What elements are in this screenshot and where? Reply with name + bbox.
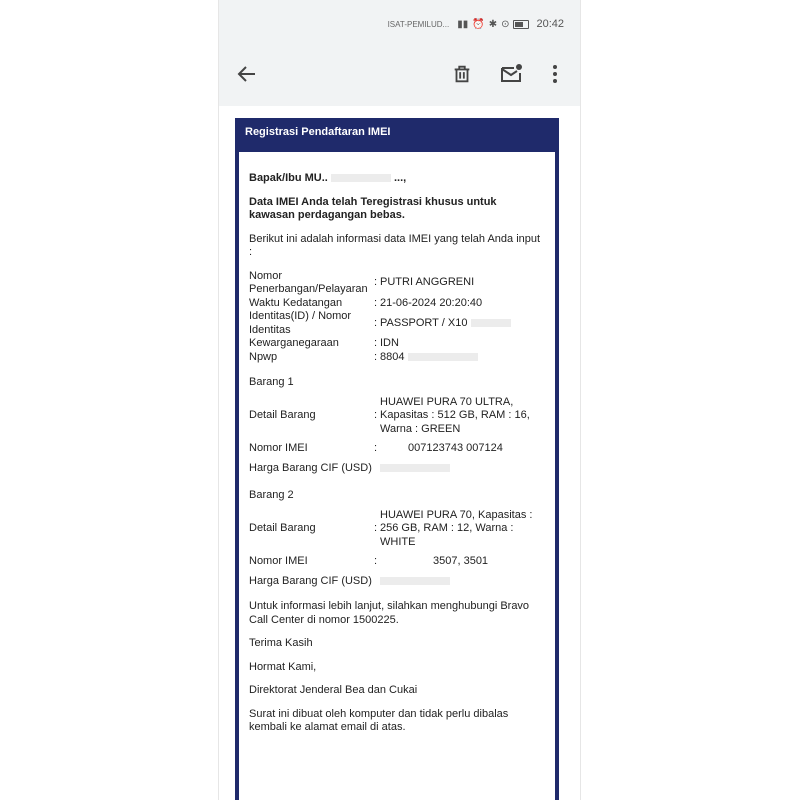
redacted-block — [471, 319, 511, 327]
signature-text: Direktorat Jenderal Bea dan Cukai — [249, 684, 418, 696]
item-detail-label: Detail Barang — [249, 522, 316, 534]
top-bar — [219, 0, 581, 106]
item-detail-row: Detail Barang : HUAWEI PURA 70 ULTRA, Kapasitas : 512 GB, RAM : 16, Warna : GREEN — [249, 396, 545, 437]
item-imei-value: 007123743 007124 — [408, 442, 503, 454]
alarm-icon: ⏰ — [472, 18, 485, 30]
status-bar — [388, 18, 564, 30]
more-vert-icon[interactable] — [549, 62, 561, 86]
info-value: PUTRI ANGGRENI — [380, 276, 475, 289]
info-label: Waktu Kedatangan — [249, 296, 343, 309]
item-detail-label: Detail Barang — [249, 409, 316, 421]
greeting — [249, 172, 545, 186]
clock: 20:42 — [536, 18, 564, 30]
item-detail-row: Detail Barang : HUAWEI PURA 70, Kapasitas : 256 GB, RAM : 12, Warna : WHITE — [249, 509, 545, 550]
email-body — [239, 152, 555, 800]
item-price-label: Harga Barang CIF (USD) — [249, 461, 372, 474]
mail-unread-icon[interactable] — [499, 62, 523, 86]
info-value: IDN — [380, 337, 399, 349]
info-label: Kewarganegaraan — [249, 337, 339, 349]
item-price-row — [249, 462, 545, 476]
item-imei-value: 3507, 3501 — [433, 555, 489, 567]
item-detail-value: HUAWEI PURA 70 ULTRA, Kapasitas : 512 GB, RAM : 16, Warna : GREEN — [380, 395, 530, 435]
thanks-text: Terima Kasih — [249, 637, 313, 649]
location-icon: ⊙ — [501, 18, 510, 30]
regards-text: Hormat Kami, — [249, 660, 317, 673]
info-value: PASSPORT / X10 — [378, 317, 545, 331]
item-price-value — [378, 462, 545, 476]
info-row: Nomor Penerbangan/Pelayaran : PUTRI ANGGRENI — [249, 270, 545, 297]
app-bar — [219, 58, 581, 92]
redacted-block — [408, 353, 478, 361]
greeting-text: Bapak/Ibu MU.. — [249, 172, 328, 184]
intro-text: Berikut ini adalah informasi data IMEI yang telah Anda input : — [249, 232, 541, 258]
item-imei-label: Nomor IMEI — [249, 442, 308, 454]
info-value: 8804 — [378, 351, 545, 365]
item-price-row — [249, 575, 545, 589]
email-header-title: Registrasi Pendaftaran IMEI — [245, 126, 391, 138]
phone-screen — [218, 0, 581, 800]
info-label: Nomor Penerbangan/Pelayaran — [249, 269, 368, 295]
arrow-back-icon[interactable] — [235, 62, 259, 86]
info-label: Npwp — [249, 350, 278, 363]
item-imei-row: Nomor IMEI : 3507, 3501 — [249, 555, 545, 569]
email-card — [235, 118, 559, 800]
info-value: 21-06-2024 20:20:40 — [380, 296, 483, 309]
item-price-label: Harga Barang CIF (USD) — [249, 574, 372, 587]
item-imei-label: Nomor IMEI — [249, 555, 308, 567]
info-row: Npwp : 8804 — [249, 351, 545, 365]
headline: Data IMEI Anda telah Teregistrasi khusus untuk kawasan perdagangan bebas. — [249, 195, 497, 221]
signal-icon: ▮▮ — [457, 18, 469, 30]
info-row: Kewarganegaraan : IDN — [249, 337, 545, 351]
item-title: Barang 2 — [249, 489, 294, 501]
redacted-block — [380, 577, 450, 585]
carrier-name: ISAT-PEMILUD... — [387, 19, 450, 29]
info-row: Waktu Kedatangan : 21-06-2024 20:20:40 — [249, 297, 545, 311]
info-table — [249, 270, 545, 365]
item-detail-value: HUAWEI PURA 70, Kapasitas : 256 GB, RAM : 12, Warna : WHITE — [380, 508, 533, 548]
contact-text: Untuk informasi lebih lanjut, silahkan menghubungi Bravo Call Center di nomor 1500225. — [249, 600, 530, 626]
item-title: Barang 1 — [249, 376, 294, 388]
info-row: Identitas(ID) / Nomor Identitas : PASSPORT / X10 — [249, 310, 545, 337]
bluetooth-icon: ✱ — [488, 18, 498, 30]
trash-icon[interactable] — [451, 62, 473, 86]
item-imei-row: Nomor IMEI : 007123743 007124 — [249, 442, 545, 456]
redacted-block — [380, 464, 450, 472]
item-price-value — [378, 575, 545, 589]
battery-icon — [513, 20, 529, 29]
redacted-block — [331, 174, 391, 182]
greeting-suffix: ..., — [393, 172, 407, 184]
info-label: Identitas(ID) / Nomor Identitas — [249, 310, 352, 336]
footer-note: Surat ini dibuat oleh komputer dan tidak perlu dibalas kembali ke alamat email di atas. — [249, 707, 509, 733]
